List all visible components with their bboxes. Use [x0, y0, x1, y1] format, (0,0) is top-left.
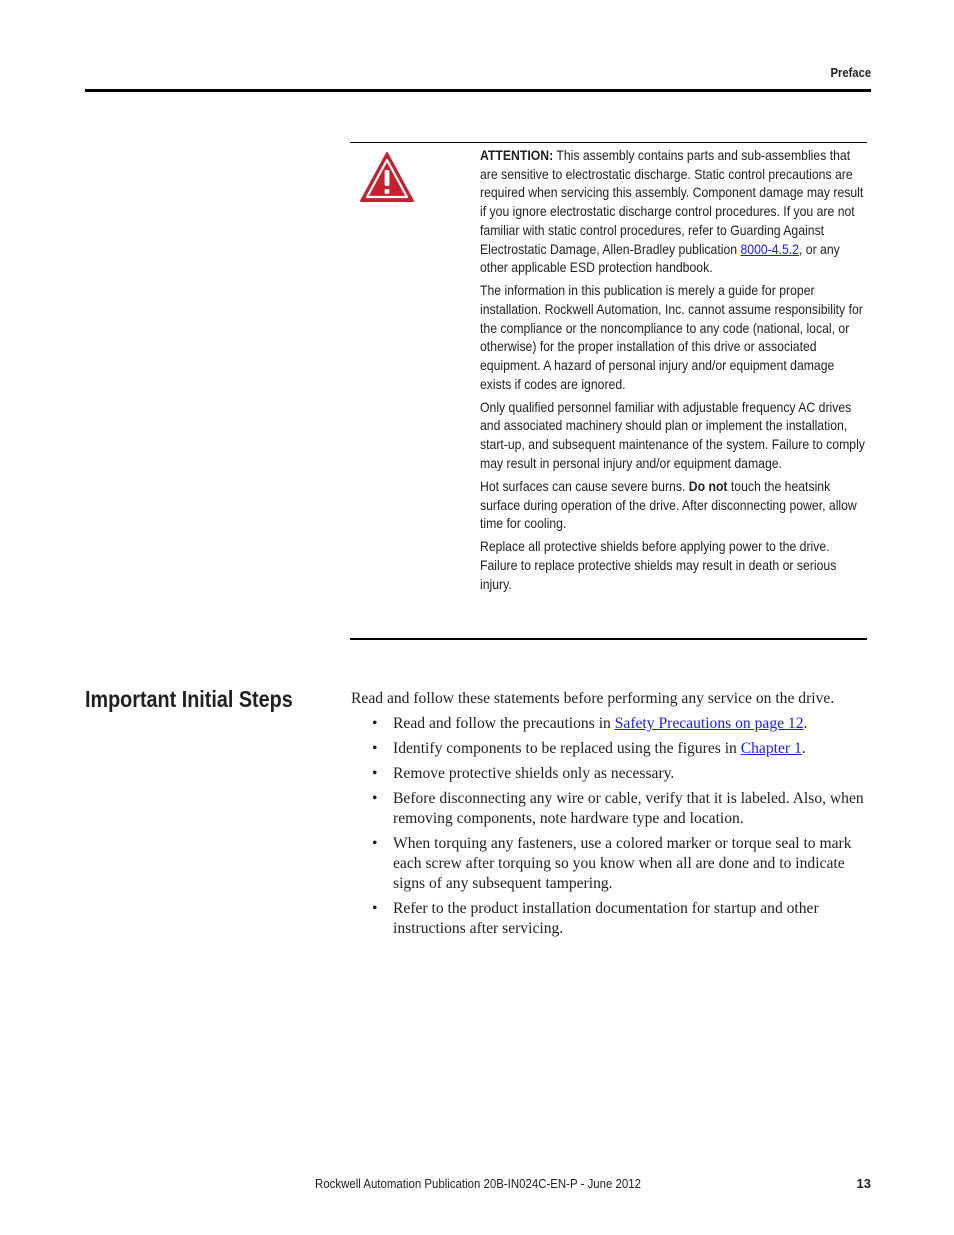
list-item: • Remove protective shields only as necessary. [372, 765, 675, 782]
section-body [351, 689, 869, 944]
attention-box [350, 142, 867, 640]
attention-paragraph-personnel: Only qualified personnel familiar with adjustable frequency AC drives and associated machinery should plan or implement the installation, start-up, and subsequent maintenance of the system. Failure to comply may result in personal injury and/or equipment damage. [480, 399, 865, 471]
list-item: • Read and follow the precautions in Safety Precautions on page 12. [372, 715, 808, 732]
running-header: Preface [830, 66, 871, 80]
section-intro: Read and follow these statements before performing any service on the drive. [351, 690, 835, 707]
attention-paragraph-hot-surfaces: Hot surfaces can cause severe burns. Do not touch the heatsink surface during operation of the drive. After disconnecting power, allow time for cooling. [480, 478, 857, 532]
safety-precautions-link[interactable]: Safety Precautions on page 12 [614, 715, 804, 732]
list-item: • Before disconnecting any wire or cable, verify that it is labeled. Also, when removing components, note hardware type and location. [372, 790, 864, 827]
steps-list [351, 714, 869, 939]
list-item: • When torquing any fasteners, use a colored marker or torque seal to mark each screw after torquing so you know when all are done and to indicate signs of any subsequent tampering. [372, 835, 852, 892]
attention-paragraph-esd: ATTENTION: This assembly contains parts and sub-assemblies that are sensitive to electrostatic discharge. Static control precautions are required when servicing this assembly. Component damage may result if you ignore electrostatic discharge control procedures. If you are not familiar with static control procedures, refer to Guarding Against Electrostatic Damage, Allen-Bradley publication 8000-4.5.2, or any other applicable ESD protection handbook. [480, 148, 864, 276]
chapter-1-link[interactable]: Chapter 1 [740, 740, 802, 757]
attention-label: ATTENTION: [480, 148, 554, 163]
section-title: Important Initial Steps [85, 686, 293, 712]
footer-publication: Rockwell Automation Publication 20B-IN024C-EN-P - June 2012 [315, 1176, 642, 1191]
publication-link[interactable]: 8000-4.5.2 [740, 241, 799, 257]
header-rule [85, 89, 871, 92]
attention-paragraph-guide: The information in this publication is merely a guide for proper installation. Rockwell Automation, Inc. cannot assume responsibility for the compliance or the noncompliance to any code (national, local, or otherwise) for the proper installation of this drive or associated equipment. A hazard of personal injury and/or equipment damage exists if codes are ignored. [480, 283, 863, 392]
list-item: • Refer to the product installation documentation for startup and other instructions after servicing. [372, 900, 819, 937]
list-item: • Identify components to be replaced using the figures in Chapter 1. [372, 740, 806, 757]
attention-paragraph-shields: Replace all protective shields before applying power to the drive. Failure to replace protective shields may result in death or serious injury. [480, 539, 837, 592]
warning-triangle-icon [359, 151, 415, 203]
page-number: 13 [856, 1176, 871, 1191]
attention-text [480, 147, 868, 599]
